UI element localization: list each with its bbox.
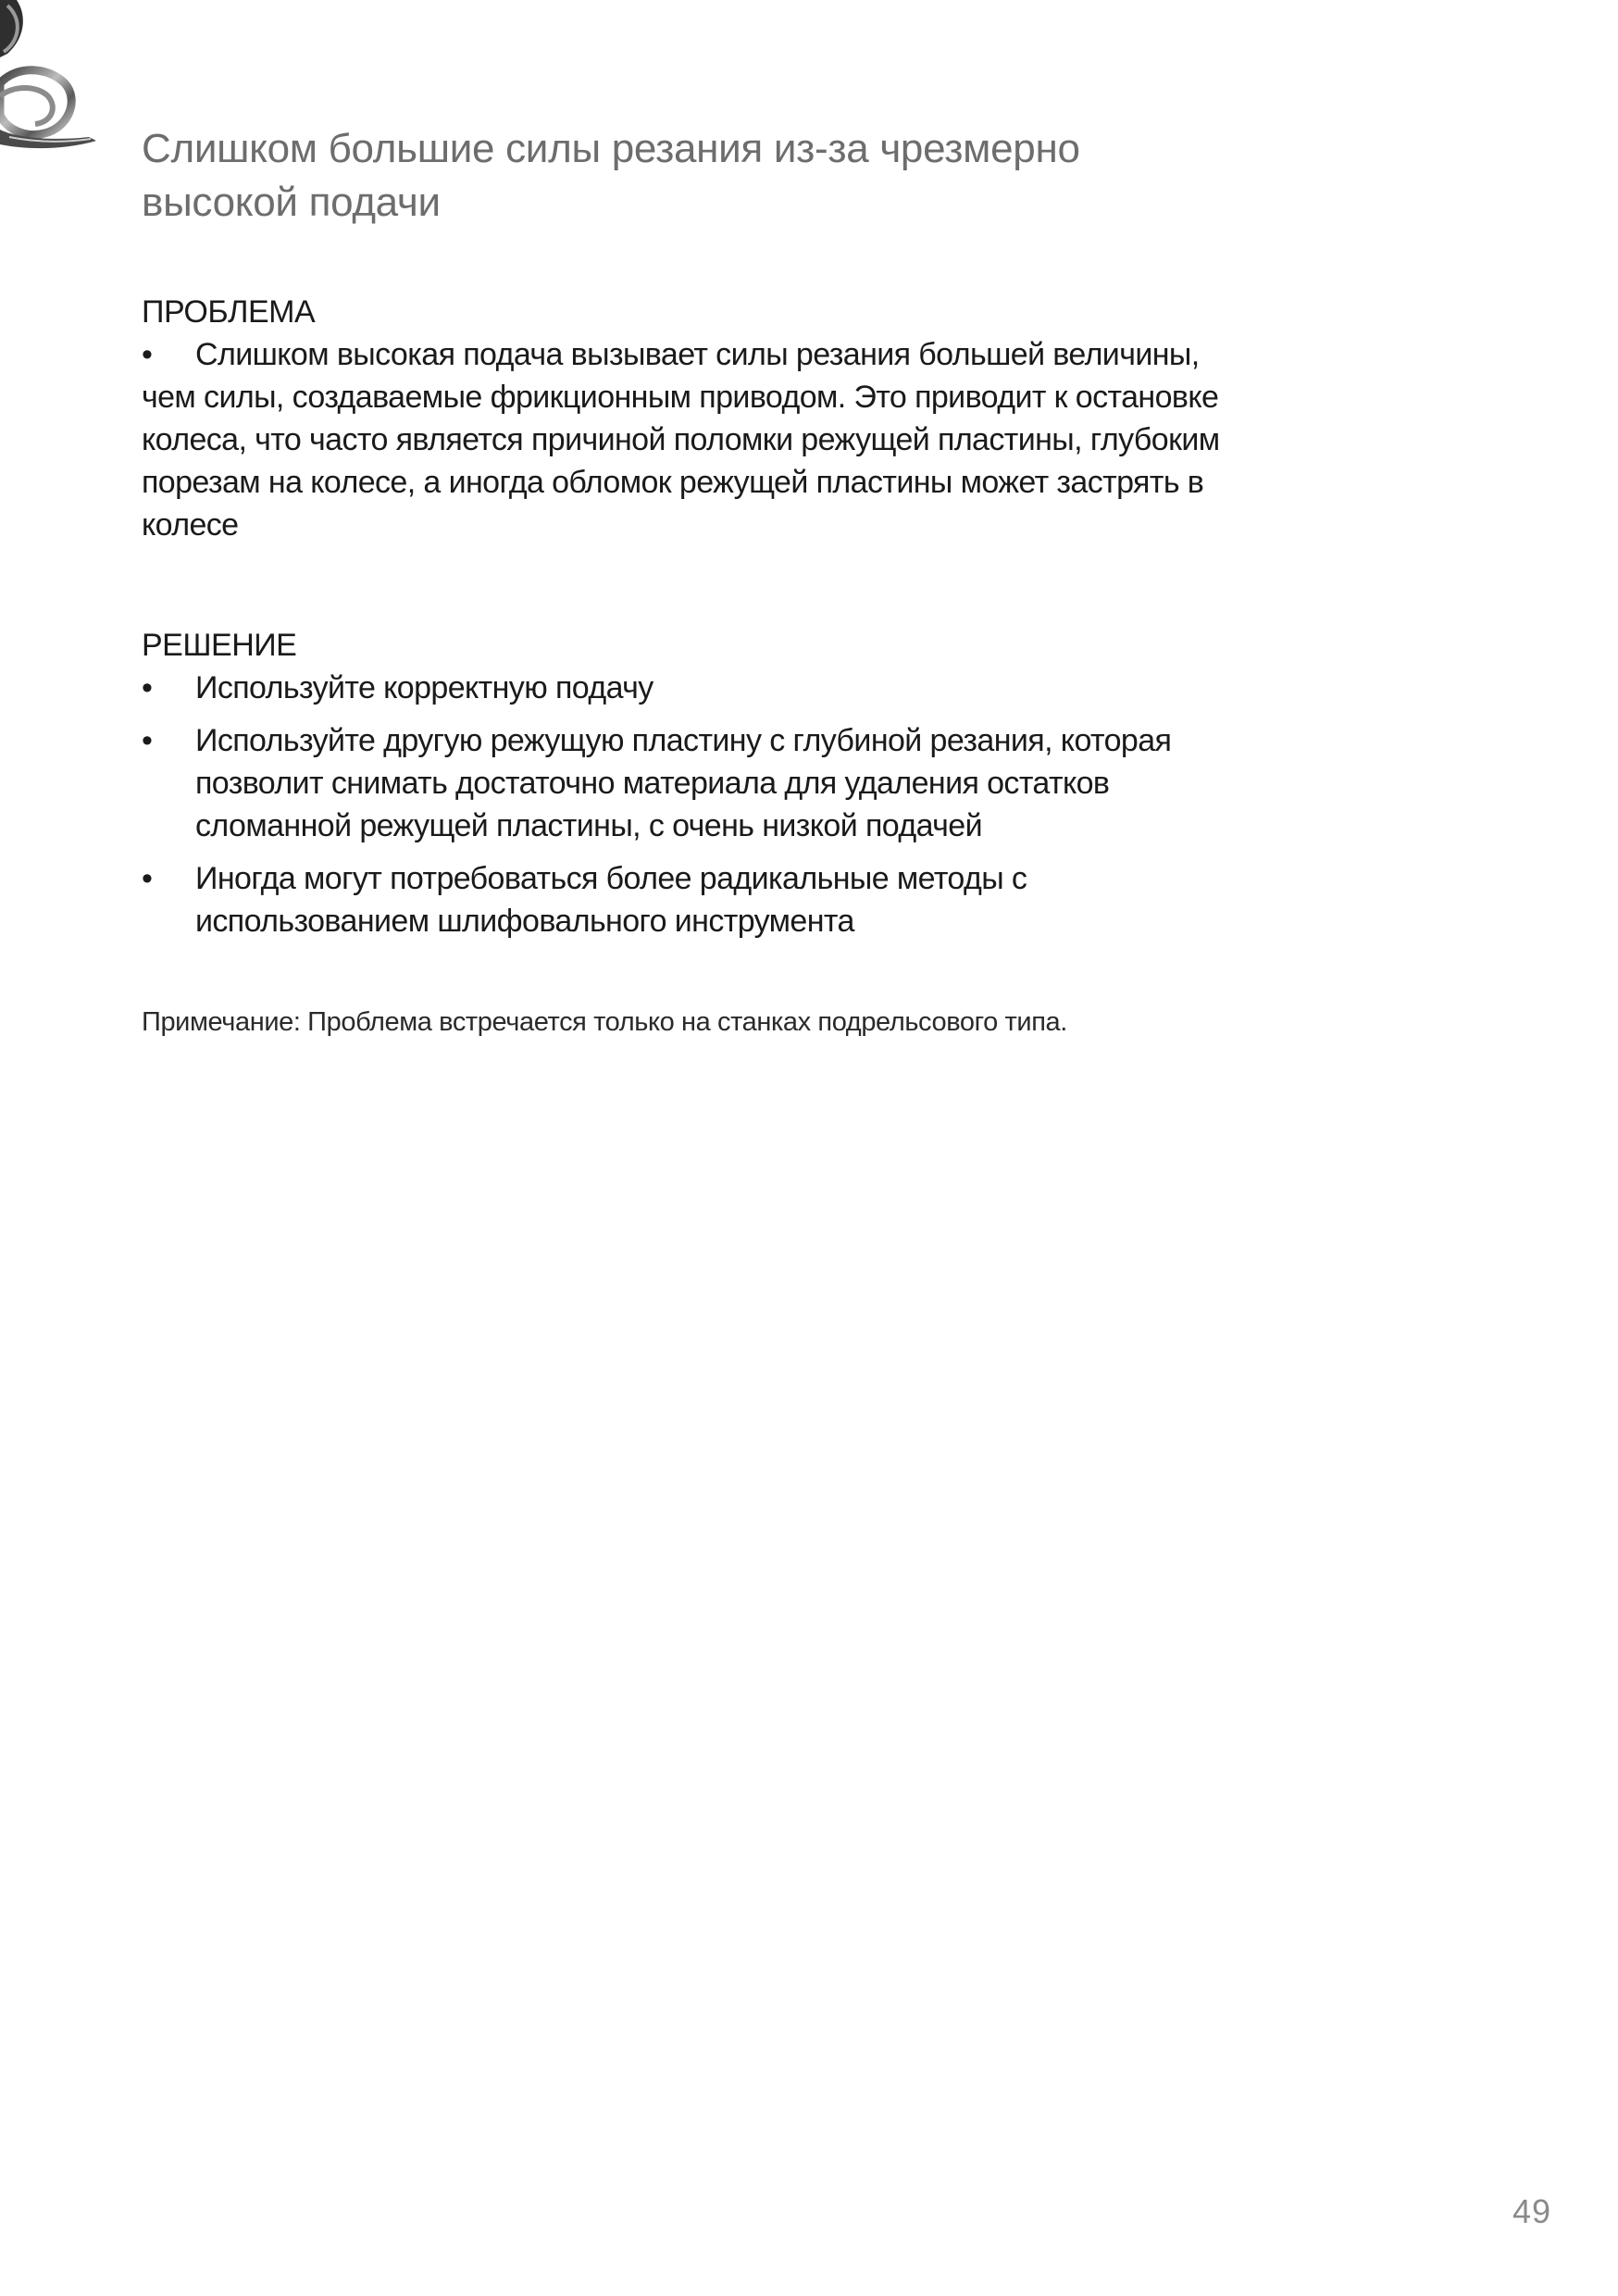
- page-number: 49: [1512, 2192, 1551, 2230]
- solution-item-text: Используйте корректную подачу: [195, 670, 653, 705]
- note-text: Примечание: Проблема встречается только на станках подрельсового типа.: [142, 1007, 1067, 1037]
- solution-list: [142, 667, 1234, 942]
- page-title: Слишком большие силы резания из-за чрезмерно высокой подачи: [142, 126, 1080, 225]
- solution-item-text: Иногда могут потребоваться более радикальные методы с использованием шлифовального инструмента: [195, 861, 1027, 939]
- main-content: [142, 122, 1234, 1067]
- problem-paragraph: [142, 333, 1234, 546]
- bullet-icon: •: [142, 670, 153, 705]
- metal-chip-swirl-icon: [0, 0, 102, 157]
- list-item: [142, 667, 1234, 709]
- list-item: [142, 719, 1234, 847]
- bullet-icon: •: [142, 337, 153, 372]
- problem-section: [142, 291, 1234, 546]
- bullet-icon: •: [142, 861, 153, 896]
- solution-item-text: Используйте другую режущую пластину с глубиной резания, которая позволит снимать достаточно материала для удаления остатков сломанной режущей пластины, с очень низкой подачей: [195, 723, 1172, 843]
- problem-heading: ПРОБЛЕМА: [142, 294, 316, 330]
- problem-text: Слишком высокая подача вызывает силы резания большей величины, чем силы, создаваемые фрикционным приводом. Это приводит к остановке колеса, что часто является причиной поломки режущей пластины, глубоким порезам на колесе, а иногда обломок режущей пластины может застрять в колесе: [142, 337, 1220, 543]
- list-item: [142, 857, 1234, 942]
- solution-heading: РЕШЕНИЕ: [142, 628, 297, 663]
- bullet-icon: •: [142, 723, 153, 758]
- solution-section: [142, 624, 1234, 942]
